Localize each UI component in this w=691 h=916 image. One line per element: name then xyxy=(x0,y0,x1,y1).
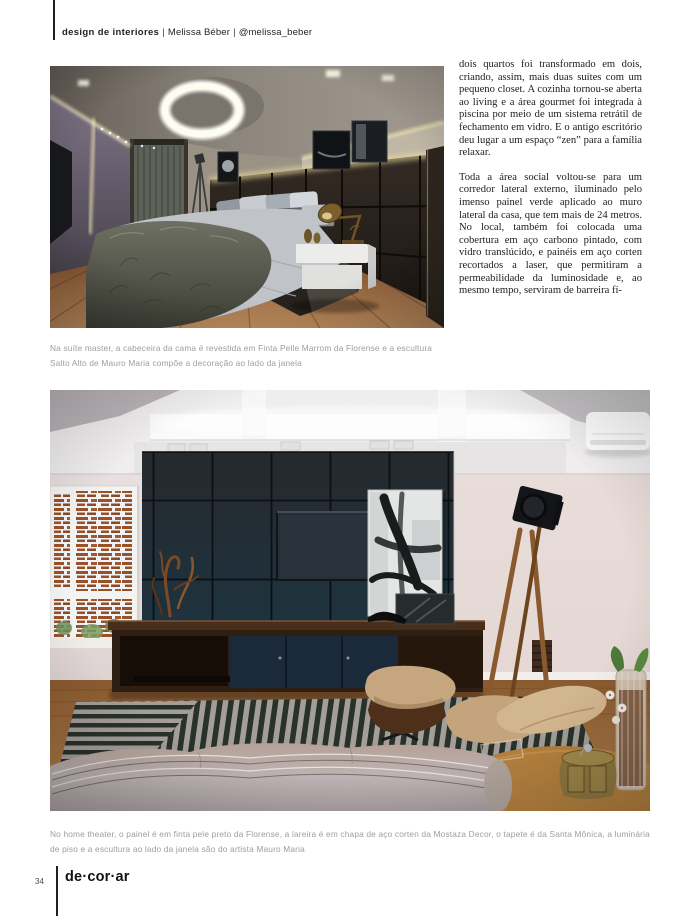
footer-rule xyxy=(56,866,58,916)
header-separator: | xyxy=(233,27,236,38)
instagram-handle: @melissa_beber xyxy=(238,27,313,38)
article-paragraph: Toda a área social voltou-se para um corredor lateral externo, iluminado pelo imenso painel verde aplicado ao muro lateral da casa, que tem mais de 24 metros. No local, também foi colocada uma cobertura em aço carbono pintado, com vidro translúcido, e painéis em aço corten recortados a laser, que permitiram a permeabilidade da luminosidade e, ao mesmo tempo, serviram de barreira fí- xyxy=(459,171,642,297)
header-separator: | xyxy=(162,27,165,38)
page-header xyxy=(62,27,312,38)
photo2-caption: No home theater, o painel é em finta pele preto da Florense, a lareira é em chapa de aço corten da Mostaza Decor, o tapete é da Santa Mônica, a luminária de piso e a escultura ao lado da janela são do artista Mauro Maria xyxy=(50,829,650,854)
section-title: design de interiores xyxy=(62,27,160,38)
header-rule xyxy=(53,0,55,40)
page-number: 34 xyxy=(35,877,44,886)
bedroom-photo xyxy=(50,66,444,328)
article-paragraph: dois quartos foi transformado em dois, criando, assim, mais duas suítes com um pequeno closet. A cozinha tornou-se aberta ao living e a área gourmet foi integrada à piscina por meio de um sistema retrátil de fechamento em vidro. E o antigo escritório deu lugar a um espaço “zen” para a família relaxar. xyxy=(459,59,642,159)
home-theater-scene xyxy=(50,390,650,811)
home-theater-photo xyxy=(50,390,650,811)
magazine-logo: de·cor·ar xyxy=(65,869,130,885)
photo1-caption: Na suíte master, a cabeceira da cama é revestida em Finta Pelle Marrom da Florense e a escultura Salto Alto de Mauro Maria compõe a decoração ao lado da janela xyxy=(50,343,433,368)
article-text xyxy=(459,59,642,310)
bedroom-scene xyxy=(50,66,444,328)
author-name: Melissa Béber xyxy=(167,27,231,38)
